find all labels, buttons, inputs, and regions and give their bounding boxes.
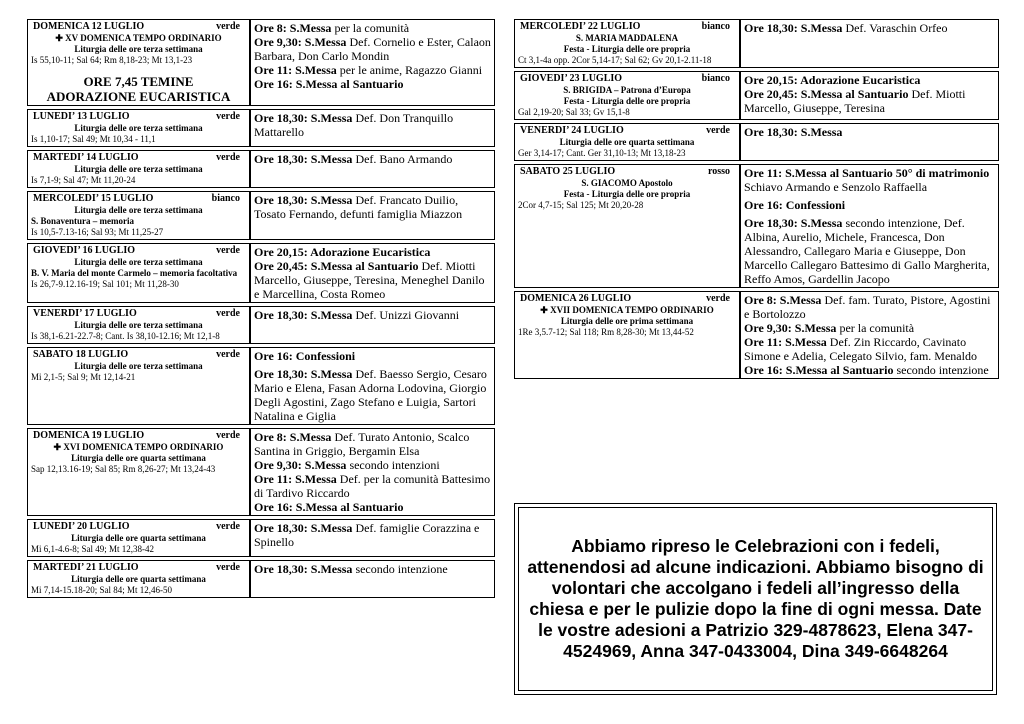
liturgical-color: bianco (701, 73, 730, 84)
readings: Is 1,10-17; Sal 49; Mt 10,34 - 11,1 (31, 134, 156, 144)
mass-cell (740, 123, 999, 161)
mass-entry (254, 77, 491, 91)
mass-entry (254, 152, 491, 166)
day-date: VENERDI’ 24 LUGLIO (520, 125, 624, 136)
day-header (31, 21, 246, 33)
mass-entry (254, 458, 491, 472)
mass-intention: Def. Cornelio e Ester, Calaon Barbara, Don Carlo Mondin (254, 35, 491, 63)
feast-name: XVI DOMENICA TEMPO ORDINARIO (63, 442, 224, 452)
volunteer-notice (514, 503, 997, 695)
mass-entry (744, 293, 995, 321)
day-cell (27, 306, 250, 344)
mass-entry (254, 308, 491, 322)
liturgical-color: bianco (701, 21, 730, 32)
day-row (27, 519, 495, 557)
mass-cell (250, 191, 495, 240)
day-header (518, 21, 736, 33)
day-date: VENERDI’ 17 LUGLIO (33, 308, 137, 319)
readings: 2Cor 4,7-15; Sal 125; Mt 20,20-28 (518, 200, 644, 210)
mass-entry (744, 363, 995, 377)
day-row (514, 19, 999, 68)
day-cell (514, 19, 740, 68)
mass-time: Ore 11: S.Messa (254, 63, 337, 77)
liturgical-color: rosso (707, 166, 730, 177)
mass-time: Ore 9,30: S.Messa (254, 35, 347, 49)
mass-time: Ore 8: S.Messa (744, 293, 822, 307)
day-row (27, 306, 495, 344)
mass-entry (254, 111, 491, 139)
day-date: LUNEDI’ 20 LUGLIO (33, 521, 130, 532)
mass-intention: Def. Miotti Marcello, Giuseppe, Teresina, Meneghel Danilo e Marcellina, Costa Romeo (254, 259, 485, 301)
mass-cell (250, 306, 495, 344)
day-header (518, 125, 736, 137)
liturgy-week: Liturgia delle ore terza settimana (74, 361, 203, 371)
mass-cell (740, 291, 999, 379)
day-cell (27, 519, 250, 557)
mass-time: Ore 18,30: S.Messa (254, 562, 353, 576)
mass-time: Ore 20,45: S.Messa al Santuario (744, 87, 909, 101)
day-cell (514, 71, 740, 120)
mass-intention: Def. Zin Riccardo, Cavinato Simone e Adelia, Celegato Silvio, fam. Menaldo (744, 335, 977, 363)
day-row (27, 347, 495, 425)
mass-time: Ore 16: Confessioni (744, 198, 846, 212)
mass-entry (744, 166, 995, 194)
day-date: DOMENICA 26 LUGLIO (520, 293, 632, 304)
mass-entry (254, 430, 491, 458)
mass-entry (744, 321, 995, 335)
day-date: GIOVEDI’ 23 LUGLIO (520, 73, 623, 84)
mass-entry (254, 21, 491, 35)
liturgical-color: verde (706, 293, 730, 304)
mass-entry (744, 87, 995, 115)
mass-cell (250, 347, 495, 425)
feast-name: XV DOMENICA TEMPO ORDINARIO (65, 33, 222, 43)
mass-entry (744, 198, 995, 212)
readings: Is 7,1-9; Sal 47; Mt 11,20-24 (31, 175, 136, 185)
mass-intention: secondo intenzione (893, 363, 989, 377)
readings: Is 55,10-11; Sal 64; Rm 8,18-23; Mt 13,1-23 (31, 55, 193, 65)
day-date: MARTEDI’ 14 LUGLIO (33, 152, 139, 163)
day-header (518, 73, 736, 85)
mass-cell (250, 428, 495, 516)
liturgy-week: Liturgia delle ore quarta settimana (559, 137, 695, 147)
volunteer-notice-text: Abbiamo ripreso le Celebrazioni con i fedeli, attenendosi ad alcune indicazioni. Abbiamo bisogno di volontari che accolgano i fedeli all’ingresso della chiesa e per le pulizie dopo la fine di ogni messa. Date le vostre adesioni a Patrizio 329-4878623, Elena 347-4524969, Anna 347-0433004, Dina 349-6648264 (518, 507, 993, 691)
mass-cell (740, 164, 999, 288)
readings: Is 10,5-7.13-16; Sal 93; Mt 11,25-27 (31, 227, 164, 237)
mass-time: Ore 18,30: S.Messa (254, 193, 353, 207)
liturgy-week: Liturgia delle ore quarta settimana (71, 453, 206, 463)
day-row (27, 150, 495, 188)
mass-time: Ore 18,30: S.Messa (254, 521, 353, 535)
mass-time: Ore 16: S.Messa al Santuario (744, 363, 894, 377)
day-row (514, 164, 999, 288)
day-header (31, 193, 246, 205)
liturgy-week: Liturgia delle ore terza settimana (74, 257, 203, 267)
mass-cell (250, 150, 495, 188)
mass-time: Ore 16: S.Messa al Santuario (254, 77, 404, 91)
left-schedule (27, 16, 495, 601)
readings: Gal 2,19-20; Sal 33; Gv 15,1-8 (518, 107, 630, 117)
readings: Ct 3,1-4a opp. 2Cor 5,14-17; Sal 62; Gv 20,1-2.11-18 (518, 55, 712, 65)
mass-entry (744, 216, 995, 286)
day-row (27, 19, 495, 106)
mass-cell (740, 19, 999, 68)
mass-cell (250, 243, 495, 303)
day-date: GIOVEDI’ 16 LUGLIO (33, 245, 136, 256)
readings: Sap 12,13.16-19; Sal 85; Rm 8,26-27; Mt 13,24-43 (31, 464, 216, 474)
mass-entry (744, 335, 995, 363)
mass-time: Ore 16: S.Messa al Santuario (254, 500, 404, 514)
liturgy-week: Festa - Liturgia delle ore propria (563, 44, 691, 54)
mass-time: Ore 20,15: Adorazione Eucaristica (254, 245, 431, 259)
liturgical-color: bianco (211, 193, 240, 204)
liturgy-week: Liturgia delle ore quarta settimana (71, 574, 206, 584)
day-row (27, 109, 495, 147)
day-row (514, 71, 999, 120)
saint-name: S. MARIA MADDALENA (575, 33, 679, 43)
mass-time: Ore 11: S.Messa al Santuario 50° di matrimonio (744, 166, 990, 180)
liturgy-week: Liturgia delle ore terza settimana (74, 164, 203, 174)
day-row (514, 291, 999, 379)
mass-time: Ore 18,30: S.Messa (254, 367, 353, 381)
day-cell (27, 560, 250, 598)
day-date: MARTEDI’ 21 LUGLIO (33, 562, 139, 573)
mass-intention: Def. per la comunità Battesimo di Tardivo Riccardo (254, 472, 491, 500)
liturgical-color: verde (216, 308, 240, 319)
liturgical-color: verde (216, 152, 240, 163)
mass-cell (250, 560, 495, 598)
day-row (27, 243, 495, 303)
day-cell (27, 19, 250, 106)
mass-time: Ore 9,30: S.Messa (744, 321, 837, 335)
mass-time: Ore 11: S.Messa (254, 472, 337, 486)
mass-time: Ore 11: S.Messa (744, 335, 827, 349)
liturgical-color: verde (216, 521, 240, 532)
feast-name: XVII DOMENICA TEMPO ORDINARIO (550, 305, 714, 315)
liturgical-color: verde (216, 111, 240, 122)
readings: Is 26,7-9.12.16-19; Sal 101; Mt 11,28-30 (31, 279, 179, 289)
liturgical-color: verde (216, 21, 240, 32)
saint-name: S. BRIGIDA – Patrona d’Europa (563, 85, 691, 95)
liturgical-color: verde (216, 245, 240, 256)
readings: Mi 7,14-15.18-20; Sal 84; Mt 12,46-50 (31, 585, 172, 595)
mass-entry (254, 349, 491, 363)
liturgical-color: verde (216, 430, 240, 441)
readings: 1Re 3,5.7-12; Sal 118; Rm 8,28-30; Mt 13,44-52 (518, 327, 694, 337)
right-schedule (514, 16, 999, 382)
mass-intention: Def. famiglie Corazzina e Spinello (254, 521, 480, 549)
liturgy-week: Festa - Liturgia delle ore propria (563, 189, 691, 199)
mass-intention: Def. Turato Antonio, Scalco Santina in Griggio, Bergamin Elsa (254, 430, 470, 458)
adoration-line-1: ORE 7,45 TEMINE (83, 74, 194, 89)
mass-entry (254, 521, 491, 549)
liturgical-color: verde (706, 125, 730, 136)
mass-time: Ore 18,30: S.Messa (254, 111, 353, 125)
mass-entry (254, 562, 491, 576)
mass-intention: per la comunità (331, 21, 410, 35)
mass-time: Ore 9,30: S.Messa (254, 458, 347, 472)
feast-title (31, 33, 246, 44)
mass-entry (744, 73, 995, 87)
mass-intention: secondo intenzioni (346, 458, 440, 472)
day-row (27, 428, 495, 516)
mass-intention: per le anime, Ragazzo Gianni (336, 63, 483, 77)
memorial-note: S. Bonaventura – memoria (31, 216, 134, 226)
day-cell (27, 243, 250, 303)
readings: Mi 6,1-4.6-8; Sal 49; Mt 12,38-42 (31, 544, 154, 554)
day-date: MERCOLEDI’ 22 LUGLIO (520, 21, 641, 32)
day-date: DOMENICA 12 LUGLIO (33, 21, 145, 32)
readings: Mi 2,1-5; Sal 9; Mt 12,14-21 (31, 372, 136, 382)
schedule-table-left (27, 16, 495, 601)
mass-time: Ore 16: Confessioni (254, 349, 356, 363)
day-cell (27, 109, 250, 147)
mass-intention: secondo intenzione, Def. Albina, Aurelio, Michele, Francesca, Don Alessandro, Callegaro Maria e Giuseppe, Don Marcello Callegaro Battesimo di Gallo Margherita, Reffo Amos, Gardellin Jacopo (744, 216, 990, 286)
memorial-note: B. V. Maria del monte Carmelo – memoria facoltativa (31, 268, 238, 278)
liturgy-week: Liturgia delle ore terza settimana (74, 44, 203, 54)
mass-cell (250, 19, 495, 106)
mass-intention: Def. Bano Armando (352, 152, 453, 166)
day-cell (514, 123, 740, 161)
liturgical-color: verde (216, 349, 240, 360)
day-row (27, 560, 495, 598)
mass-intention: Def. Francato Duilio, Tosato Fernando, defunti famiglia Miazzon (254, 193, 463, 221)
cross-icon: ✚ (53, 442, 62, 452)
feast-title (518, 305, 736, 316)
mass-entry (254, 367, 491, 423)
adoration-line-2: ADORAZIONE EUCARISTICA (46, 89, 231, 104)
mass-time: Ore 18,30: S.Messa (744, 125, 843, 139)
mass-time: Ore 18,30: S.Messa (254, 308, 353, 322)
liturgy-week: Liturgia delle ore prima settimana (560, 316, 694, 326)
readings: Is 38,1-6.21-22.7-8; Cant. Is 38,10-12.16; Mt 12,1-8 (31, 331, 220, 341)
day-header (31, 111, 246, 123)
mass-time: Ore 18,30: S.Messa (744, 21, 843, 35)
day-header (31, 152, 246, 164)
readings: Ger 3,14-17; Cant. Ger 31,10-13; Mt 13,18-23 (518, 148, 686, 158)
mass-intention: Def. Don Tranquillo Mattarello (254, 111, 454, 139)
day-header (31, 521, 246, 533)
mass-entry (254, 472, 491, 500)
mass-intention: secondo intenzione (352, 562, 448, 576)
mass-cell (250, 109, 495, 147)
mass-entry (254, 500, 491, 514)
day-cell (27, 150, 250, 188)
day-cell (27, 428, 250, 516)
mass-intention: Def. fam. Turato, Pistore, Agostini e Bortolozzo (744, 293, 991, 321)
saint-name: S. GIACOMO Apostolo (581, 178, 673, 188)
mass-time: Ore 18,30: S.Messa (254, 152, 353, 166)
mass-entry (744, 21, 995, 35)
liturgy-week: Liturgia delle ore quarta settimana (71, 533, 206, 543)
mass-cell (250, 519, 495, 557)
day-header (31, 245, 246, 257)
mass-time: Ore 8: S.Messa (254, 21, 332, 35)
liturgy-week: Liturgia delle ore terza settimana (74, 123, 203, 133)
day-header (518, 293, 736, 305)
mass-intention: Def. Miotti Marcello, Giuseppe, Teresina (744, 87, 966, 115)
day-cell (27, 191, 250, 240)
day-date: LUNEDI’ 13 LUGLIO (33, 111, 130, 122)
mass-entry (254, 193, 491, 221)
day-cell (514, 164, 740, 288)
mass-entry (254, 63, 491, 77)
mass-cell (740, 71, 999, 120)
schedule-table-right (514, 16, 999, 382)
mass-intention: Schiavo Armando e Senzolo Raffaella (744, 180, 928, 194)
mass-time: Ore 8: S.Messa (254, 430, 332, 444)
liturgy-week: Festa - Liturgia delle ore propria (563, 96, 691, 106)
mass-intention: Def. Baesso Sergio, Cesaro Mario e Elena, Fasan Adorna Lodovina, Giorgio Degli Agostini, Zago Stefano e Luigia, Sartori Natalina e Giglia (254, 367, 487, 423)
mass-time: Ore 20,45: S.Messa al Santuario (254, 259, 419, 273)
mass-entry (254, 259, 491, 301)
adoration-note (31, 74, 246, 104)
mass-intention: per la comunità (836, 321, 915, 335)
feast-title (31, 442, 246, 453)
day-date: SABATO 18 LUGLIO (33, 349, 129, 360)
mass-time: Ore 20,15: Adorazione Eucaristica (744, 73, 921, 87)
liturgical-color: verde (216, 562, 240, 573)
day-header (518, 166, 736, 178)
day-header (31, 562, 246, 574)
day-row (27, 191, 495, 240)
day-date: MERCOLEDI’ 15 LUGLIO (33, 193, 154, 204)
mass-entry (744, 125, 995, 139)
day-cell (514, 291, 740, 379)
day-header (31, 308, 246, 320)
day-row (514, 123, 999, 161)
day-cell (27, 347, 250, 425)
day-date: SABATO 25 LUGLIO (520, 166, 616, 177)
liturgy-week: Liturgia delle ore terza settimana (74, 205, 203, 215)
mass-time: Ore 18,30: S.Messa (744, 216, 843, 230)
liturgy-week: Liturgia delle ore terza settimana (74, 320, 203, 330)
day-header (31, 430, 246, 442)
day-date: DOMENICA 19 LUGLIO (33, 430, 145, 441)
mass-intention: Def. Unizzi Giovanni (352, 308, 460, 322)
day-header (31, 349, 246, 361)
mass-intention: Def. Varaschin Orfeo (842, 21, 948, 35)
cross-icon: ✚ (540, 305, 548, 315)
mass-entry (254, 35, 491, 63)
mass-entry (254, 245, 491, 259)
cross-icon: ✚ (55, 33, 63, 43)
